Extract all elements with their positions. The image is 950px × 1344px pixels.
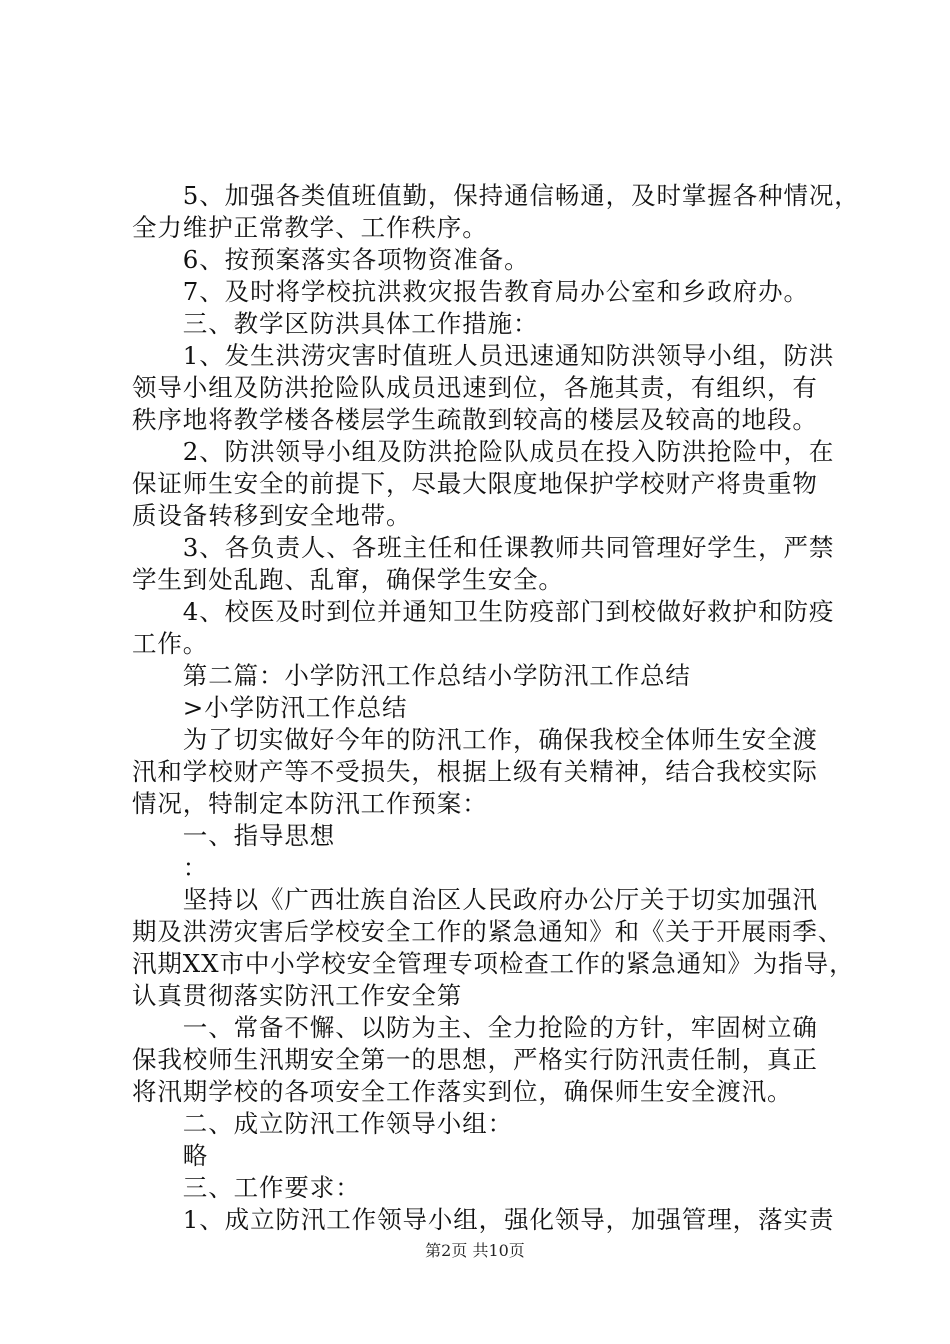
body-text-line: 汛和学校财产等不受损失，根据上级有关精神，结合我校实际 xyxy=(132,757,818,786)
body-text-line: 将汛期学校的各项安全工作落实到位，确保师生安全渡汛。 xyxy=(132,1077,793,1106)
body-text-line: 质设备转移到安全地带。 xyxy=(132,501,412,530)
body-text-line: 6、按预案落实各项物资准备。 xyxy=(132,245,530,274)
body-text-line: 秩序地将教学楼各楼层学生疏散到较高的楼层及较高的地段。 xyxy=(132,405,818,434)
body-text-line: 1、发生洪涝灾害时值班人员迅速通知防洪领导小组，防洪 xyxy=(132,341,835,370)
body-text-line: 保我校师生汛期安全第一的思想，严格实行防汛责任制，真正 xyxy=(132,1045,818,1074)
body-text-line: 坚持以《广西壮族自治区人民政府办公厅关于切实加强汛 xyxy=(132,885,818,914)
body-text-line: 领导小组及防洪抢险队成员迅速到位，各施其责，有组织，有 xyxy=(132,373,818,402)
body-text-line: 一、指导思想 xyxy=(132,821,336,850)
body-text-line: 一、常备不懈、以防为主、全力抢险的方针，牢固树立确 xyxy=(132,1013,818,1042)
body-text-line: 5、加强各类值班值勤，保持通信畅通，及时掌握各种情况， xyxy=(132,181,860,210)
body-text-line: 4、校医及时到位并通知卫生防疫部门到校做好救护和防疫 xyxy=(132,597,835,626)
body-text-line: 2、防洪领导小组及防洪抢险队成员在投入防洪抢险中，在 xyxy=(132,437,835,466)
body-text-line: 汛期XX市中小学校安全管理专项检查工作的紧急通知》为指导， xyxy=(132,949,855,978)
body-text-line: 三、教学区防洪具体工作措施： xyxy=(132,309,539,338)
page-number-footer: 第2页 共10页 xyxy=(425,1241,525,1260)
section-heading: 第二篇：小学防汛工作总结小学防汛工作总结 xyxy=(132,661,691,690)
body-text-line: 工作。 xyxy=(132,629,209,658)
body-text-line: 3、各负责人、各班主任和任课教师共同管理好学生，严禁 xyxy=(132,533,835,562)
body-text-line: 二、成立防汛工作领导小组： xyxy=(132,1109,513,1138)
body-text-line: 略 xyxy=(132,1141,209,1170)
body-text-line: 学生到处乱跑、乱窜，确保学生安全。 xyxy=(132,565,564,594)
body-text-line: 7、及时将学校抗洪救灾报告教育局办公室和乡政府办。 xyxy=(132,277,809,306)
body-text-line: ： xyxy=(132,853,209,882)
body-text-line: 保证师生安全的前提下，尽最大限度地保护学校财产将贵重物 xyxy=(132,469,818,498)
body-text-line: 三、工作要求： xyxy=(132,1173,361,1202)
body-text-line: 期及洪涝灾害后学校安全工作的紧急通知》和《关于开展雨季、 xyxy=(132,917,844,946)
body-text-line: 为了切实做好今年的防汛工作，确保我校全体师生安全渡 xyxy=(132,725,818,754)
body-text-line: 认真贯彻落实防汛工作安全第 xyxy=(132,981,463,1010)
section-subheading: >小学防汛工作总结 xyxy=(132,693,408,722)
body-text-line: 1、成立防汛工作领导小组，强化领导，加强管理，落实责 xyxy=(132,1205,835,1234)
body-text-line: 全力维护正常教学、工作秩序。 xyxy=(132,213,488,242)
body-text-line: 情况，特制定本防汛工作预案： xyxy=(132,789,488,818)
